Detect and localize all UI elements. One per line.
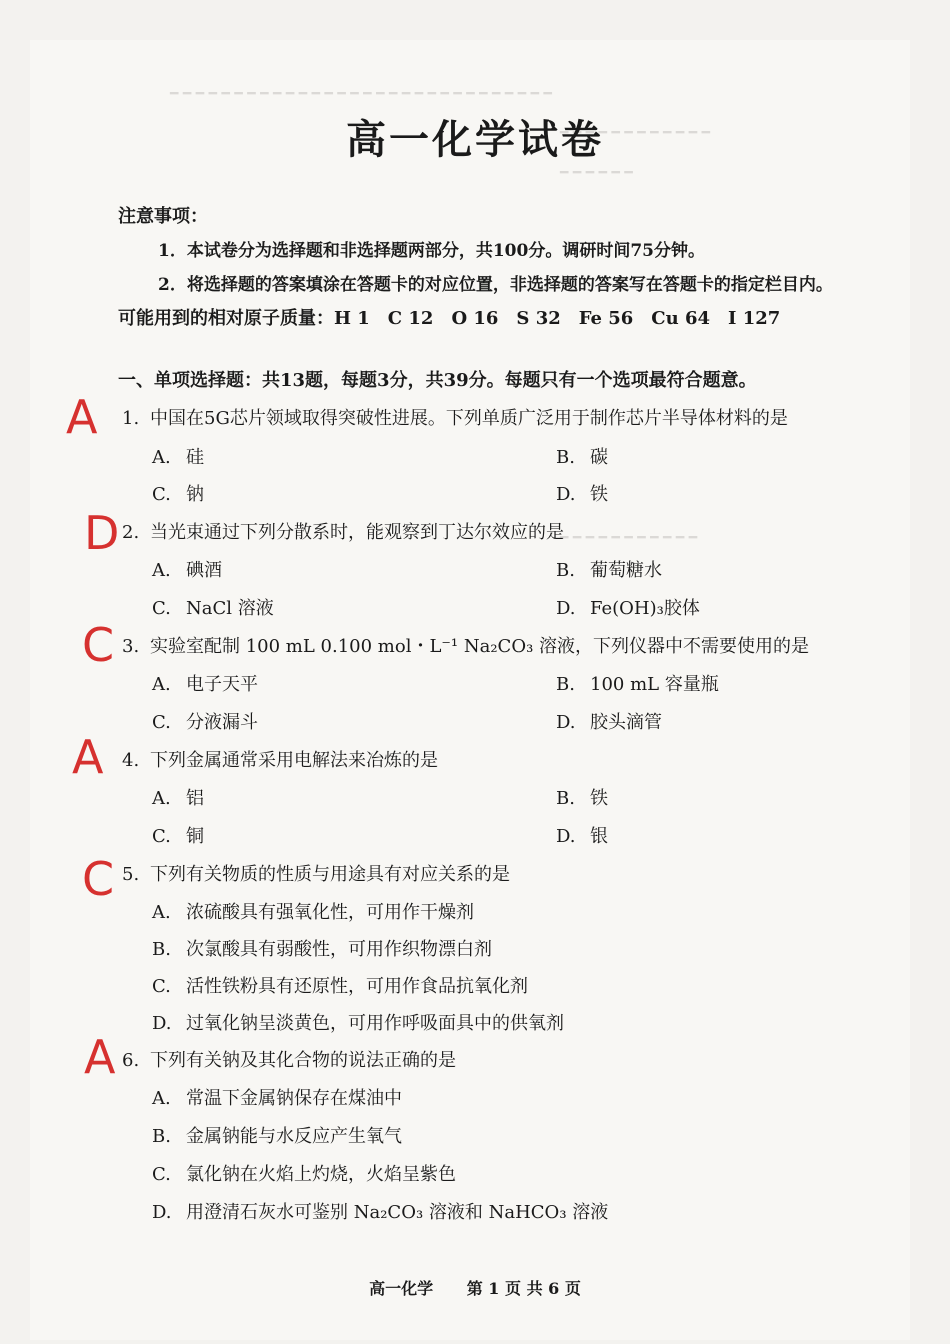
bleed-through-text: ━ ━ ━ ━ ━ ━ xyxy=(560,165,633,181)
handwritten-answer: C xyxy=(82,618,115,672)
option: A. 浓硫酸具有强氧化性，可用作干燥剂 xyxy=(152,902,474,923)
question-stem xyxy=(122,1046,456,1072)
option: B. 次氯酸具有弱酸性，可用作织物漂白剂 xyxy=(152,939,492,960)
option: B. 100 mL 容量瓶 xyxy=(556,674,719,695)
atomic-masses: 可能用到的相对原子质量：H 1 C 12 O 16 S 32 Fe 56 Cu 64 I 127 xyxy=(118,308,781,329)
question-stem xyxy=(122,746,438,772)
option: A. 铝 xyxy=(152,788,204,809)
bleed-through-text: ━ ━ ━ ━ ━ ━ ━ ━ ━ ━ ━ ━ xyxy=(560,125,711,141)
question-number: 1. xyxy=(122,408,140,429)
question-number: 4. xyxy=(122,750,140,771)
handwritten-answer: C xyxy=(82,852,115,906)
question-text: 当光束通过下列分散系时，能观察到丁达尔效应的是 xyxy=(150,522,564,543)
question-number: 6. xyxy=(122,1050,140,1071)
question-text: 下列有关物质的性质与用途具有对应关系的是 xyxy=(150,864,510,885)
question-text: 实验室配制 100 mL 0.100 mol・L⁻¹ Na₂CO₃ 溶液，下列仪器中不需要使用的是 xyxy=(150,636,810,657)
option: D. 用澄清石灰水可鉴别 Na₂CO₃ 溶液和 NaHCO₃ 溶液 xyxy=(152,1202,609,1223)
option: A. 电子天平 xyxy=(152,674,258,695)
handwritten-answer: A xyxy=(84,1030,116,1084)
footer-page-number: 第 1 页 共 6 页 xyxy=(466,1279,581,1298)
question-stem xyxy=(122,632,809,658)
question-stem xyxy=(122,518,564,544)
option: D. 过氧化钠呈淡黄色，可用作呼吸面具中的供氧剂 xyxy=(152,1013,564,1034)
section-heading: 一、单项选择题：共13题，每题3分，共39分。每题只有一个选项最符合题意。 xyxy=(118,370,757,391)
option: B. 金属钠能与水反应产生氧气 xyxy=(152,1126,402,1147)
option: D. 铁 xyxy=(556,484,608,505)
option: B. 铁 xyxy=(556,788,608,809)
question-number: 3. xyxy=(122,636,140,657)
option: D. 银 xyxy=(556,826,608,847)
exam-title: 高一化学试卷 xyxy=(346,116,604,163)
handwritten-answer: A xyxy=(72,730,104,784)
option: D. Fe(OH)₃胶体 xyxy=(556,598,700,619)
question-number: 5. xyxy=(122,864,140,885)
notice-heading: 注意事项： xyxy=(118,206,208,227)
bleed-through-text: ━ ━ ━ ━ ━ ━ ━ ━ ━ ━ ━ xyxy=(560,530,698,546)
question-stem xyxy=(122,860,510,886)
option: C. 钠 xyxy=(152,484,204,505)
notice-item: 2．将选择题的答案填涂在答题卡的对应位置，非选择题的答案写在答题卡的指定栏目内。 xyxy=(158,275,833,295)
option: C. 氯化钠在火焰上灼烧，火焰呈紫色 xyxy=(152,1164,456,1185)
option: A. 常温下金属钠保存在煤油中 xyxy=(152,1088,402,1109)
question-text: 下列有关钠及其化合物的说法正确的是 xyxy=(150,1050,456,1071)
question-number: 2. xyxy=(122,522,140,543)
question-text: 下列金属通常采用电解法来冶炼的是 xyxy=(150,750,438,771)
handwritten-answer: D xyxy=(84,506,120,560)
page-footer xyxy=(0,1276,950,1299)
option: C. 铜 xyxy=(152,826,204,847)
option: B. 葡萄糖水 xyxy=(556,560,662,581)
option: D. 胶头滴管 xyxy=(556,712,662,733)
option: A. 硅 xyxy=(152,447,204,468)
option: C. 分液漏斗 xyxy=(152,712,258,733)
handwritten-answer: A xyxy=(66,390,98,444)
notice-item: 1．本试卷分为选择题和非选择题两部分，共100分。调研时间75分钟。 xyxy=(158,241,705,261)
question-text: 中国在5G芯片领域取得突破性进展。下列单质广泛用于制作芯片半导体材料的是 xyxy=(150,408,788,429)
footer-subject: 高一化学 xyxy=(369,1279,434,1298)
bleed-through-text: ━ ━ ━ ━ ━ ━ ━ ━ ━ ━ ━ ━ ━ ━ ━ ━ ━ ━ ━ ━ ━ ━ ━ ━ ━ ━ ━ ━ ━ ━ xyxy=(170,86,552,102)
option: C. 活性铁粉具有还原性，可用作食品抗氧化剂 xyxy=(152,976,528,997)
question-stem xyxy=(122,404,788,430)
option: B. 碳 xyxy=(556,447,608,468)
option: A. 碘酒 xyxy=(152,560,222,581)
option: C. NaCl 溶液 xyxy=(152,598,274,619)
